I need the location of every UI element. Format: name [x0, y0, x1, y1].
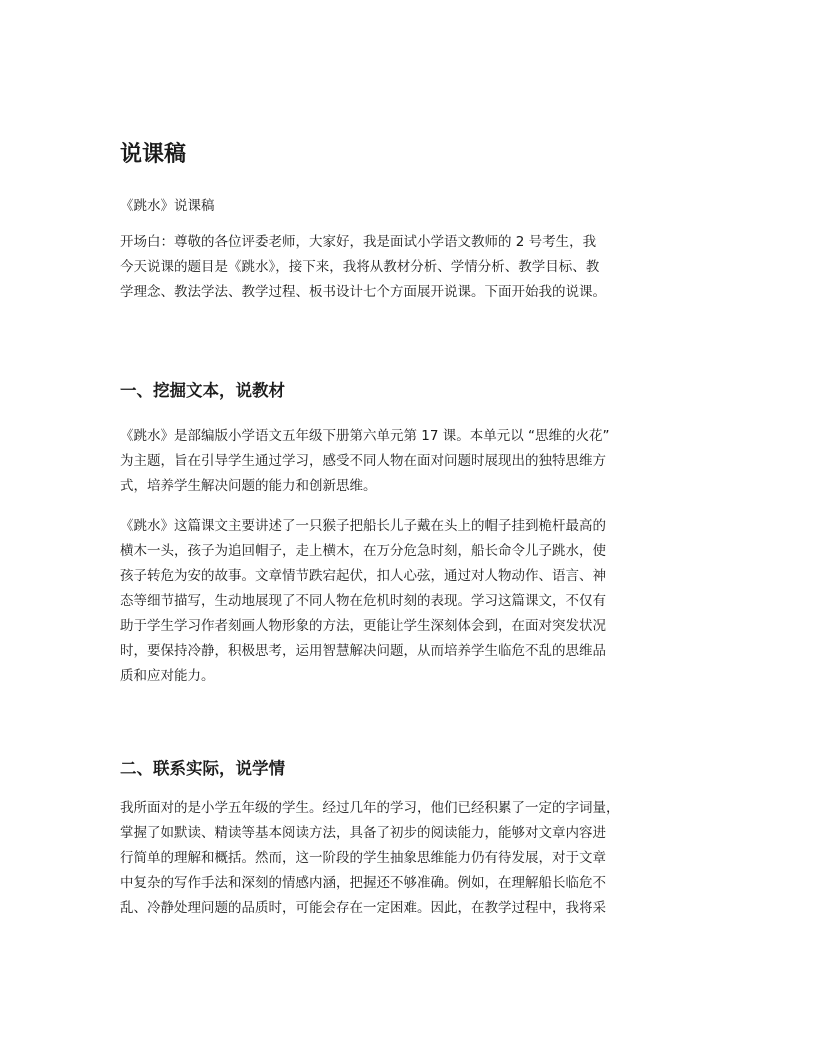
text-line: 助于学生学习作者刻画人物形象的方法，更能让学生深刻体会到，在面对突发状况 — [120, 618, 606, 634]
text-line: 质和应对能力。 — [120, 668, 215, 684]
section-heading-2: 二、联系实际，说学情 — [120, 759, 285, 778]
text-line: 孩子转危为安的故事。文章情节跌宕起伏，扣人心弦，通过对人物动作、语言、神 — [120, 568, 606, 584]
text-line: 时，要保持冷静，积极思考，运用智慧解决问题，从而培养学生临危不乱的思维品 — [120, 643, 606, 659]
document-subtitle: 《跳水》说课稿 — [120, 198, 215, 214]
intro-paragraph — [120, 230, 700, 305]
text-line: 态等细节描写，生动地展现了不同人物在危机时刻的表现。学习这篇课文，不仅有 — [120, 593, 606, 609]
text-line: 《跳水》这篇课文主要讲述了一只猴子把船长儿子戴在头上的帽子挂到桅杆最高的 — [120, 518, 606, 534]
text-line: 开场白：尊敬的各位评委老师，大家好，我是面试小学语文教师的 2 号考生，我 — [120, 234, 597, 250]
text-line: 式，培养学生解决问题的能力和创新思维。 — [120, 478, 377, 494]
text-line: 《跳水》是部编版小学语文五年级下册第六单元第 17 课。本单元以 “思维的火花” — [120, 428, 610, 444]
section1-paragraph-2 — [120, 514, 700, 689]
text-line: 为主题，旨在引导学生通过学习，感受不同人物在面对问题时展现出的独特思维方 — [120, 453, 606, 469]
text-line: 今天说课的题目是《跳水》，接下来，我将从教材分析、学情分析、教学目标、教 — [120, 259, 600, 275]
text-line: 横木一头，孩子为追回帽子，走上横木，在万分危急时刻，船长命令儿子跳水，使 — [120, 543, 606, 559]
document-title: 说课稿 — [120, 142, 187, 167]
section-heading-1: 一、挖掘文本，说教材 — [120, 381, 285, 400]
text-line: 我所面对的是小学五年级的学生。经过几年的学习，他们已经积累了一定的字词量， — [120, 800, 620, 816]
text-line: 学理念、教法学法、教学过程、板书设计七个方面展开说课。下面开始我的说课。 — [120, 284, 606, 300]
text-line: 中复杂的写作手法和深刻的情感内涵，把握还不够准确。例如，在理解船长临危不 — [120, 875, 606, 891]
text-line: 掌握了如默读、精读等基本阅读方法，具备了初步的阅读能力，能够对文章内容进 — [120, 825, 606, 841]
section1-paragraph-1 — [120, 424, 700, 499]
section2-paragraph-1 — [120, 796, 700, 921]
text-line: 行简单的理解和概括。然而，这一阶段的学生抽象思维能力仍有待发展，对于文章 — [120, 850, 606, 866]
text-line: 乱、冷静处理问题的品质时，可能会存在一定困难。因此，在教学过程中，我将采 — [120, 900, 606, 916]
